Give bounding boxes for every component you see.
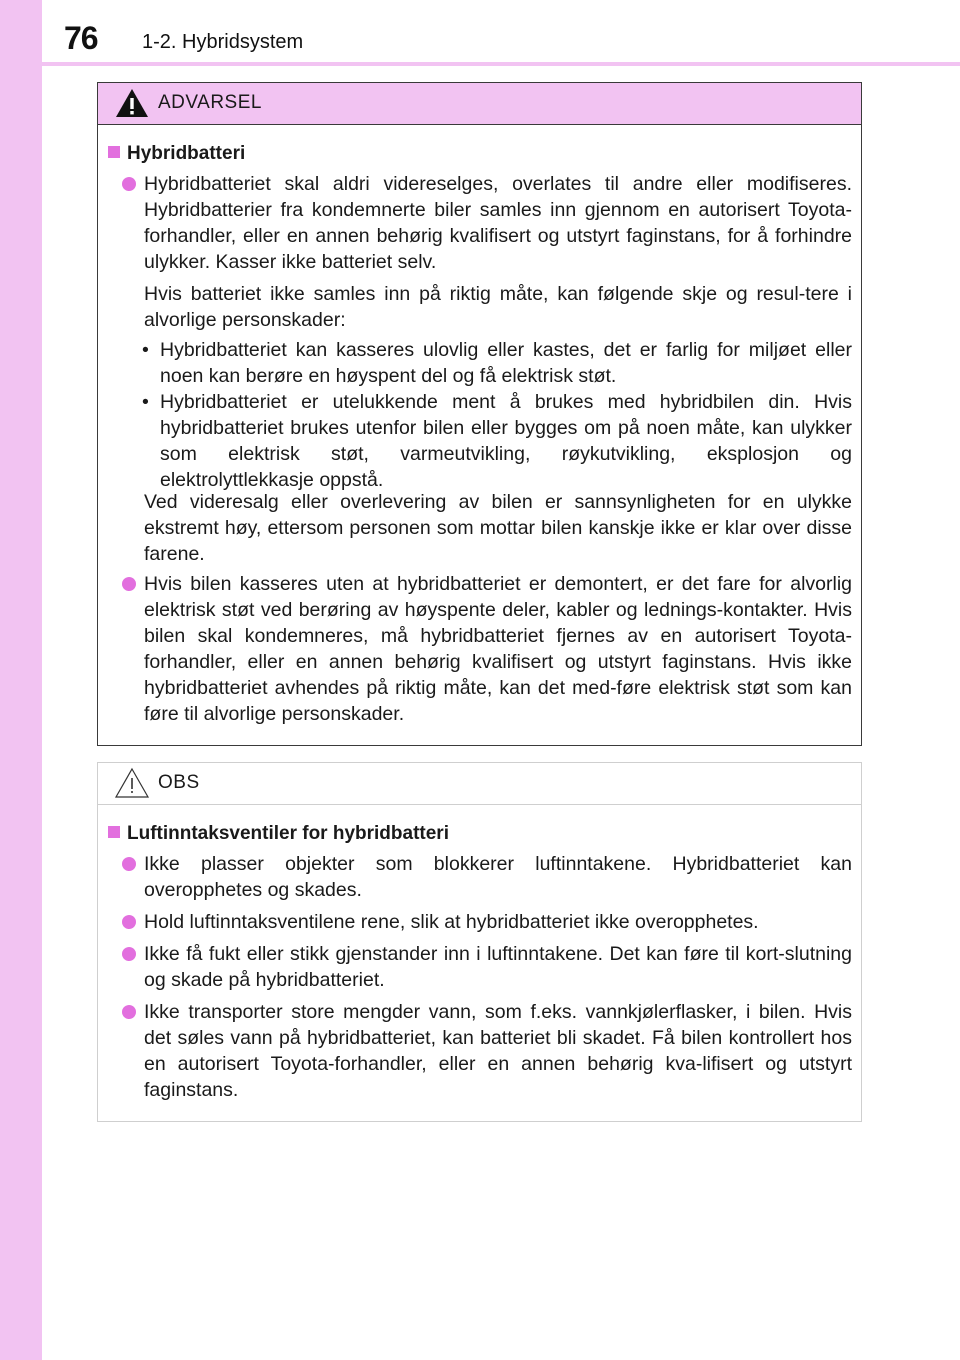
warning-bullet-2: Hvis bilen kasseres uten at hybridbatteriet er demontert, er det fare for alvorlig elektrisk støt ved berøring av høyspente deler, kabler og lednings-kontakter. Hvis bilen skal kondemneres, må hybridbatteriet fjernes av en autorisert Toyota-forhandler, eller en annen behørig kvalifisert og utstyrt faginstans. Hvis ikke hybridbatteriet avhendes på riktig måte, kan det med-føre elektrisk støt som kan føre til alvorlige personskader. bbox=[144, 573, 852, 725]
warning-dash-item-2: • Hybridbatteriet er utelukkende ment å brukes med hybridbilen din. Hvis hybridbatteriet brukes utenfor bilen eller bygges om på noen måte, kan ulykker som elektrisk støt, varmeutvikling, røykutvikling, eksplosjon og elektrolyttlekkasje oppstå. bbox=[142, 391, 852, 491]
warning-heading-text: Hybridbatteri bbox=[127, 143, 246, 164]
notice-title: OBS bbox=[158, 772, 200, 793]
notice-bullet-3: Ikke få fukt eller stikk gjenstander inn i luftinntakene. Det kan føre til kort-slutning og skade på hybridbatteriet. bbox=[144, 943, 852, 991]
notice-heading-text: Luftinntaksventiler for hybridbatteri bbox=[127, 823, 449, 844]
page-number: 76 bbox=[64, 20, 98, 56]
warning-title: ADVARSEL bbox=[158, 92, 262, 113]
notice-bullet-4: Ikke transporter store mengder vann, som f.eks. vannkjølerflasker, i bilen. Hvis det søles vann på hybridbatteriet, kan batteriet bli skadet. Få bilen kontrollert hos en autorisert Toyota-forhandler, eller en annen behørig kva-lifisert og utstyrt faginstans. bbox=[144, 1001, 852, 1101]
notice-bullet-1: Ikke plasser objekter som blokkerer luftinntakene. Hybridbatteriet kan overopphetes og skades. bbox=[144, 853, 852, 901]
notice-subheading bbox=[108, 823, 449, 845]
warning-box bbox=[97, 82, 862, 746]
round-bullet-icon bbox=[122, 915, 136, 929]
notice-header bbox=[98, 763, 861, 805]
header-rule bbox=[42, 62, 960, 66]
section-title: 1-2. Hybridsystem bbox=[142, 31, 304, 53]
notice-box bbox=[97, 762, 862, 1122]
square-bullet-icon bbox=[108, 826, 120, 838]
round-bullet-icon bbox=[122, 1005, 136, 1019]
notice-bullet-2: Hold luftinntaksventilene rene, slik at hybridbatteriet ikke overopphetes. bbox=[144, 911, 759, 933]
round-bullet-icon bbox=[122, 177, 136, 191]
warning-bullet-1: Hybridbatteriet skal aldri videreselges, overlates til andre eller modifiseres. Hybridbatterier fra kondemnerte biler samles inn gjennom en autorisert Toyota-forhandler, eller en annen behørig kvalifisert og utstyrt faginstans, for å forhindre ulykker. Kasser ikke batteriet selv. bbox=[144, 173, 852, 273]
round-bullet-icon bbox=[122, 577, 136, 591]
warning-header bbox=[98, 83, 861, 125]
caution-outline-icon bbox=[114, 767, 150, 804]
warning-triangle-icon bbox=[114, 87, 150, 124]
round-bullet-icon bbox=[122, 947, 136, 961]
dash-bullet: • bbox=[142, 339, 149, 361]
warning-paragraph-2: Hvis batteriet ikke samles inn på riktig måte, kan følgende skje og resul-tere i alvorlige personskader: bbox=[144, 283, 852, 331]
warning-subheading bbox=[108, 143, 245, 165]
dash-bullet: • bbox=[142, 391, 149, 413]
square-bullet-icon bbox=[108, 146, 120, 158]
warning-dash-item-1: • Hybridbatteriet kan kasseres ulovlig eller kastes, det er farlig for miljøet eller noen kan berøre en høyspent del og få elektrisk støt. bbox=[142, 339, 852, 387]
side-tab-bar bbox=[0, 0, 42, 1360]
warning-paragraph-3: Ved videresalg eller overlevering av bilen er sannsynligheten for en ulykke ekstremt høy, ettersom personen som mottar bilen kanskje ikke er klar over disse farene. bbox=[144, 491, 852, 565]
round-bullet-icon bbox=[122, 857, 136, 871]
